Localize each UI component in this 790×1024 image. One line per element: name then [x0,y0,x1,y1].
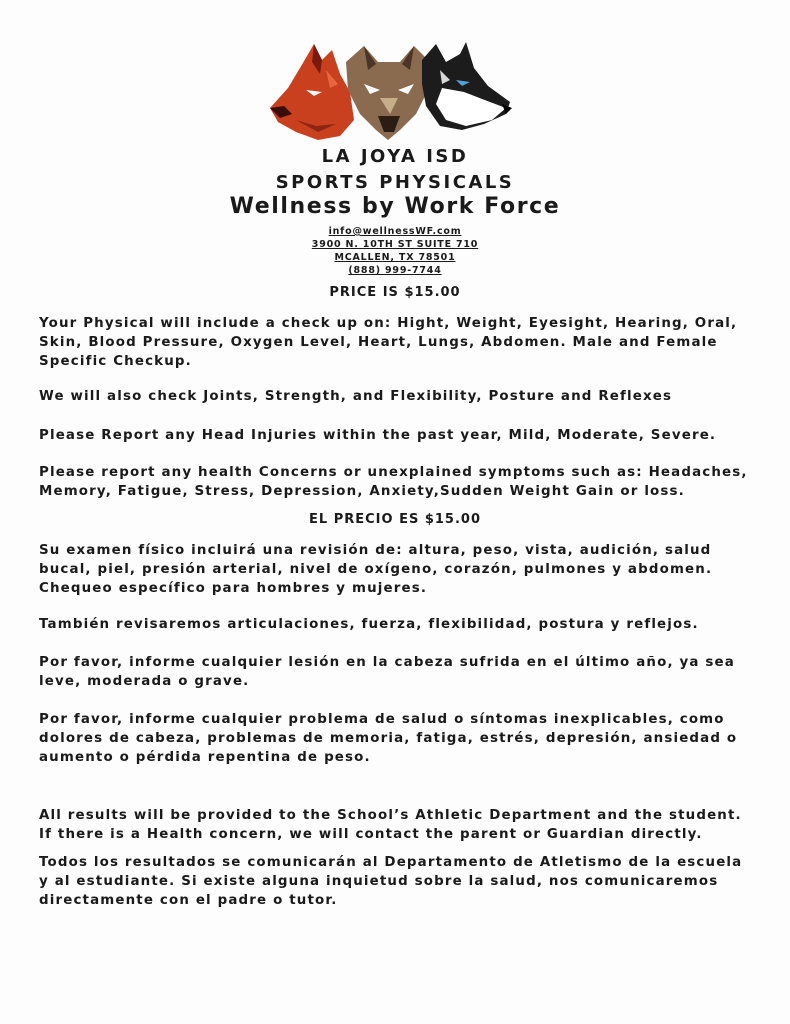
text-line: También revisaremos articulaciones, fuerza, flexibilidad, postura y reflejos. [39,617,699,632]
text-line: y al estudiante. Si existe alguna inquietud sobre la salud, nos comunicaremos [39,874,719,889]
text-line: Please report any health Concerns or unexplained symptoms such as: Headaches, [39,465,748,480]
price-spanish: EL PRECIO ES $15.00 [309,512,481,527]
text-line: We will also check Joints, Strength, and Flexibility, Posture and Reflexes [39,389,673,404]
organization-title: LA JOYA ISD [321,146,469,167]
injuries-paragraph-en [39,426,759,445]
subtitle: SPORTS PHYSICALS [275,172,515,193]
brown-wolf-icon [346,46,430,140]
email-link[interactable]: info@wellnessWF.com [328,226,462,237]
joints-paragraph-en [39,387,759,406]
text-line: If there is a Health concern, we will contact the parent or Guardian directly. [39,827,703,842]
concerns-paragraph-es [39,710,759,767]
text-line: leve, moderada o grave. [39,674,250,689]
address-line-2: MCALLEN, TX 78501 [334,252,456,263]
text-line: Su examen físico incluirá una revisión de: altura, peso, vista, audición, salud [39,543,712,558]
text-line: Memory, Fatigue, Stress, Depression, Anxiety,Sudden Weight Gain or loss. [39,484,685,499]
text-line: Specific Checkup. [39,354,192,369]
husky-wolf-icon [422,42,512,130]
text-line: Por favor, informe cualquier problema de salud o síntomas inexplicables, como [39,712,725,727]
text-line: Your Physical will include a check up on: Hight, Weight, Eyesight, Hearing, Oral, [39,316,738,331]
physical-paragraph-es [39,541,759,598]
text-line: dolores de cabeza, problemas de memoria, fatiga, estrés, depresión, ansiedad o [39,731,738,746]
results-paragraph-es [39,853,759,910]
text-line: Por favor, informe cualquier lesión en la cabeza sufrida en el último año, ya sea [39,655,735,670]
text-line: Chequeo específico para hombres y mujeres. [39,581,428,596]
results-paragraph-en [39,806,759,844]
concerns-paragraph-en [39,463,759,501]
injuries-paragraph-es [39,653,759,691]
red-wolf-icon [270,44,354,140]
wolves-logo [266,40,512,144]
physical-paragraph-en [39,314,759,371]
address-line-1: 3900 N. 10TH ST SUITE 710 [311,239,479,250]
text-line: Skin, Blood Pressure, Oxygen Level, Heart, Lungs, Abdomen. Male and Female [39,335,718,350]
text-line: directamente con el padre o tutor. [39,893,338,908]
text-line: Todos los resultados se comunicarán al Departamento de Atletismo de la escuela [39,855,743,870]
text-line: aumento o pérdida repentina de peso. [39,750,371,765]
text-line: bucal, piel, presión arterial, nivel de oxígeno, corazón, pulmones y abdomen. [39,562,713,577]
joints-paragraph-es [39,615,759,634]
text-line: Please Report any Head Injuries within the past year, Mild, Moderate, Severe. [39,428,717,443]
text-line: All results will be provided to the School’s Athletic Department and the student. [39,808,742,823]
brand-title: Wellness by Work Force [229,194,561,219]
phone-number: (888) 999-7744 [348,265,442,276]
price-english: PRICE IS $15.00 [329,285,461,300]
